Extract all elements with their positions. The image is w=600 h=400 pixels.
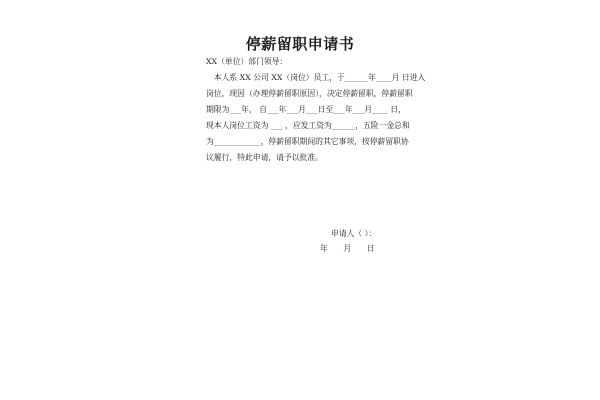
body-line: 议履行，特此申请，请予以批准。 xyxy=(206,153,323,162)
signature-line: 申请人（ ）： xyxy=(331,229,377,238)
body-line: 岗位，现因（办理停薪留职原因），决定停薪留职，停薪留职 xyxy=(206,89,413,98)
document-title: 停薪留职申请书 xyxy=(245,35,355,53)
body-line: 为____________，停薪留职期间的其它事项，按停薪留职协 xyxy=(206,137,409,146)
date-line: 年 月 日 xyxy=(320,244,375,253)
body-line: 现本人岗位工资为 ___ ，应发工资为______，五险一金总和 xyxy=(206,121,410,130)
body-line: 本人系 XX 公司 XX（岗位）员工，于______年____月 日进入 xyxy=(206,73,426,82)
body-line: 期限为___年， 自___年___月___日至___年___月____ 日， xyxy=(206,105,406,114)
salutation: XX（单位）部门领导： xyxy=(206,57,288,66)
